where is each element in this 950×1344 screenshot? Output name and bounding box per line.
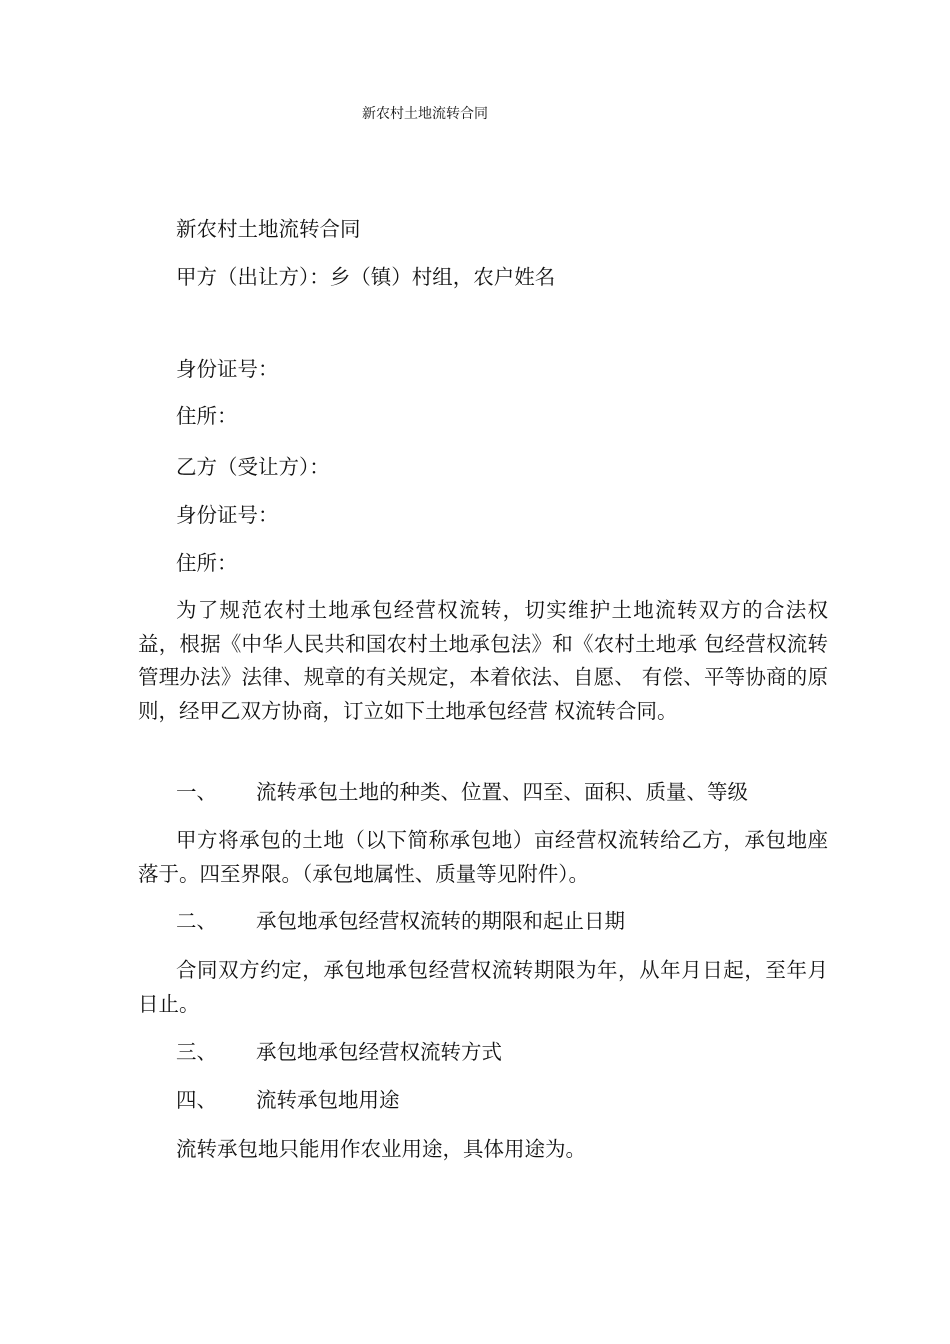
section-number: 三、: [176, 1040, 217, 1064]
section-heading: [138, 1035, 502, 1069]
section-number: 二、: [176, 909, 217, 933]
section-number: 四、: [176, 1088, 217, 1112]
section-heading: [138, 904, 625, 938]
section-number: 一、: [176, 780, 217, 804]
section-heading: [138, 775, 748, 809]
document-title: 新农村土地流转合同: [176, 217, 361, 241]
party-b-address-line: 住所：: [176, 551, 238, 575]
preamble-paragraph: 为了规范农村土地承包经营权流转，切实维护土地流转双方的合法权益，根据《中华人民共和国农村土地承包法》和《农村土地承 包经营权流转管理办法》法律、规章的有关规定，本着依法、自愿、 有偿、平等协商的原则，经甲乙双方协商，订立如下土地承包经营 权流转合同。: [138, 598, 828, 723]
section-title: 承包地承包经营权流转的期限和起止日期: [256, 909, 625, 933]
running-header: 新农村土地流转合同: [362, 106, 488, 122]
section2-paragraph: 合同双方约定，承包地承包经营权流转期限为年，从年月日起，至年月日止。: [138, 958, 828, 1016]
section4-paragraph: 流转承包地只能用作农业用途，具体用途为。: [176, 1137, 586, 1161]
party-a-id-line: 身份证号：: [176, 357, 279, 381]
section-heading: [138, 1083, 400, 1117]
party-a-line: 甲方（出让方）：乡（镇）村组，农户姓名: [176, 265, 556, 289]
section-title: 流转承包土地的种类、位置、四至、面积、质量、等级: [256, 780, 748, 804]
party-b-line: 乙方（受让方）：: [176, 455, 330, 479]
party-a-address-line: 住所：: [176, 404, 238, 428]
party-b-id-line: 身份证号：: [176, 503, 279, 527]
section1-paragraph: 甲方将承包的土地（以下简称承包地）亩经营权流转给乙方，承包地座落于。四至界限。（承包地属性、质量等见附件）。: [138, 828, 828, 886]
section-title: 承包地承包经营权流转方式: [256, 1040, 502, 1064]
section-title: 流转承包地用途: [256, 1088, 400, 1112]
